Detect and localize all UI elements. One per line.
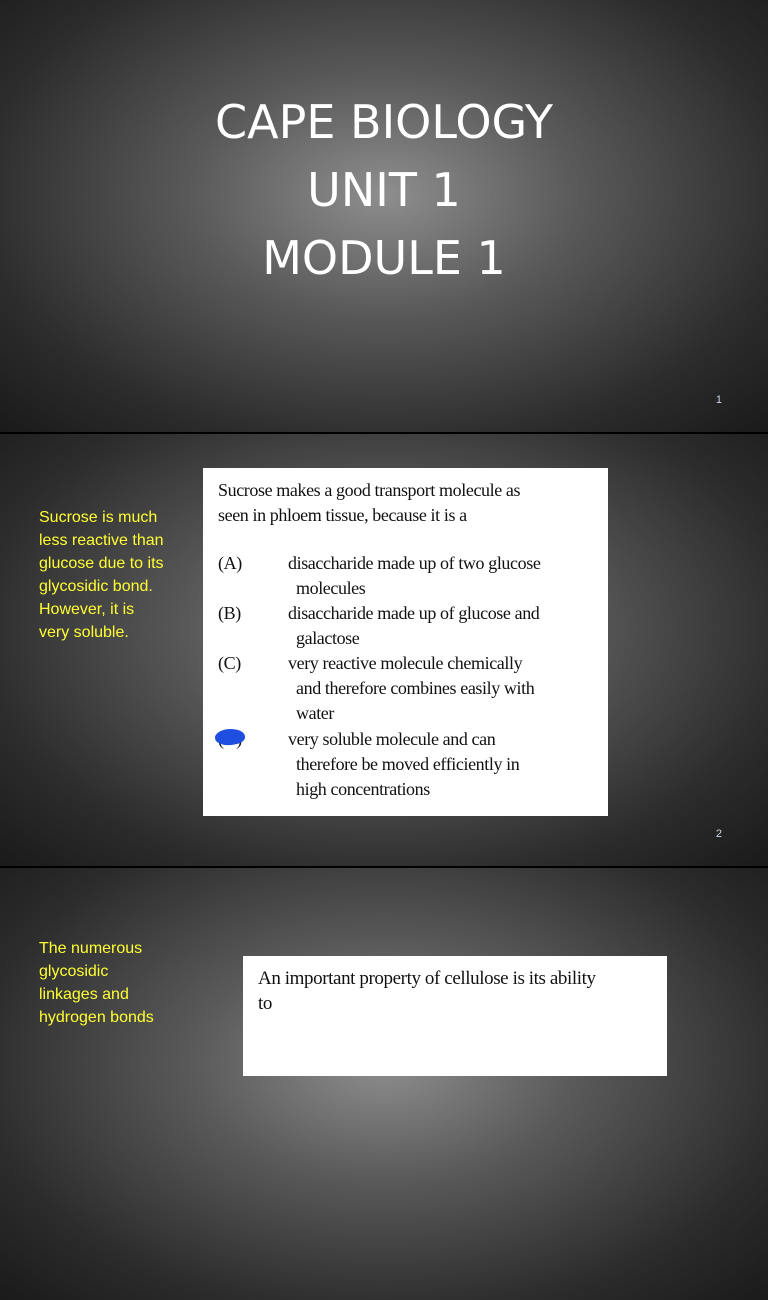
note-line: glycosidic xyxy=(39,963,109,980)
option-text: disaccharide made up of two glucose xyxy=(288,553,541,573)
slide-title xyxy=(0,88,768,292)
explanation-note xyxy=(39,506,189,644)
option-text: molecules xyxy=(296,578,366,598)
title-line-2: UNIT 1 xyxy=(307,163,461,217)
slide-2 xyxy=(0,434,768,866)
question-image xyxy=(203,468,608,816)
option-text: water xyxy=(296,703,334,723)
option-text: very soluble molecule and can xyxy=(288,729,496,749)
slide-number: 1 xyxy=(715,394,722,406)
note-line: linkages and xyxy=(39,986,129,1003)
option-text: and therefore combines easily with xyxy=(296,678,535,698)
option-text: galactose xyxy=(296,628,360,648)
option-label: (B) xyxy=(218,603,241,623)
note-line: very soluble. xyxy=(39,624,129,641)
slide-1 xyxy=(0,0,768,432)
stem-line: An important property of cellulose is its ability xyxy=(258,968,596,989)
note-line: The numerous xyxy=(39,940,143,957)
note-line: glucose due to its xyxy=(39,555,164,572)
option-text: very reactive molecule chemically xyxy=(288,653,523,673)
note-line: hydrogen bonds xyxy=(39,1009,154,1026)
question-stem xyxy=(258,966,596,1016)
explanation-note xyxy=(39,937,189,1029)
question-stem xyxy=(218,478,520,528)
note-line: Sucrose is much xyxy=(39,509,158,526)
title-line-3: MODULE 1 xyxy=(262,231,506,285)
question-image xyxy=(243,956,667,1076)
note-line: However, it is xyxy=(39,601,135,618)
note-line: glycosidic bond. xyxy=(39,578,153,595)
stem-line: seen in phloem tissue, because it is a xyxy=(218,505,467,525)
stem-line: to xyxy=(258,993,272,1014)
slide-number: 2 xyxy=(715,828,722,840)
option-text: therefore be moved efficiently in xyxy=(296,754,520,774)
option-text: disaccharide made up of glucose and xyxy=(288,603,540,623)
note-line: less reactive than xyxy=(39,532,164,549)
title-line-1: CAPE BIOLOGY xyxy=(215,95,553,149)
slide-3 xyxy=(0,868,768,1300)
stem-line: Sucrose makes a good transport molecule as xyxy=(218,480,521,500)
option-label: (C) xyxy=(218,653,241,673)
option-text: high concentrations xyxy=(296,779,430,799)
option-label: (A) xyxy=(218,553,242,573)
